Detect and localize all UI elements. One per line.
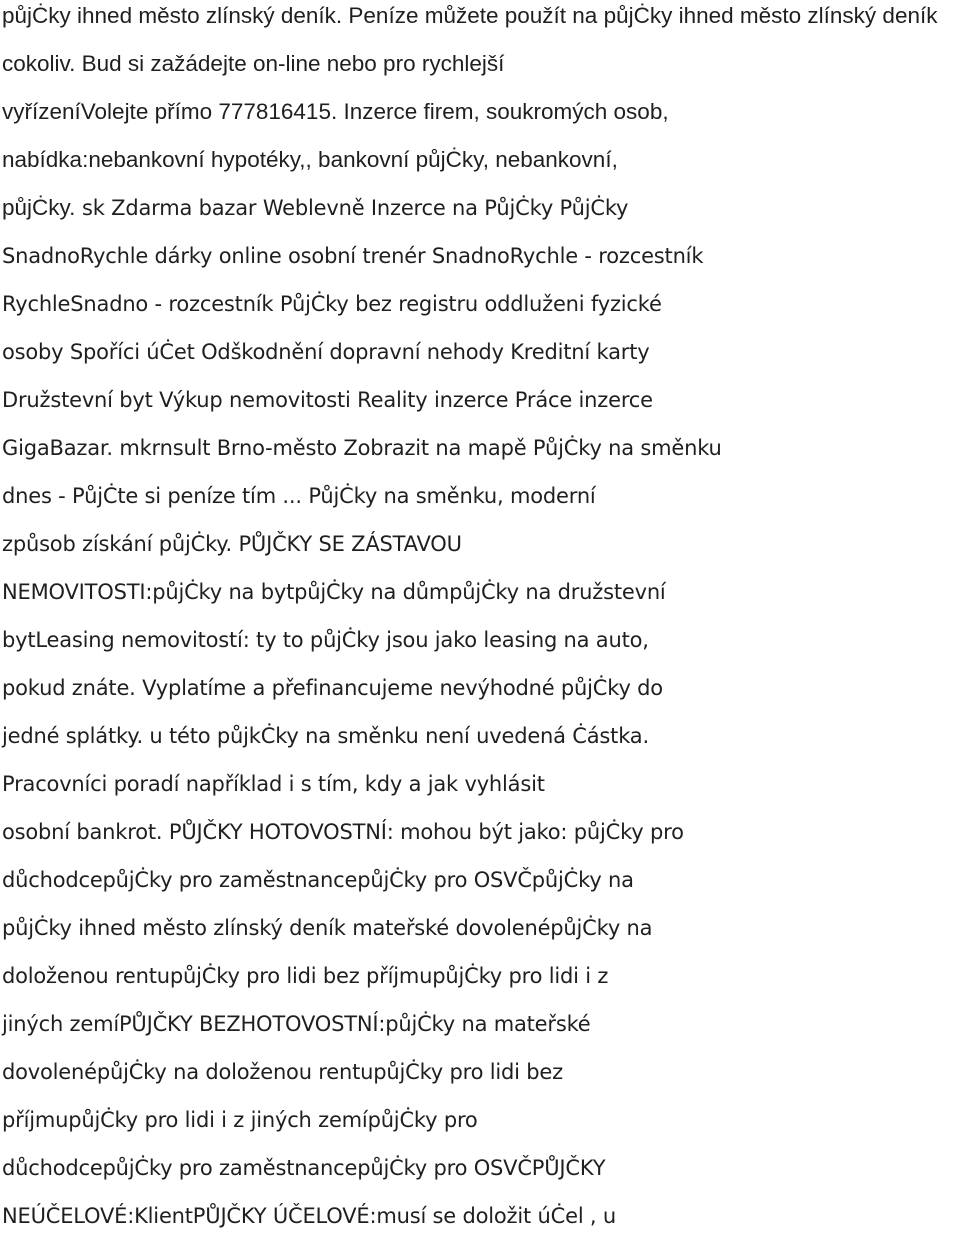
text-line: sk Zdarma bazar Weblevně Inzerce na PůjĊky PůjĊky xyxy=(82,196,629,220)
text-line: způsob získání půjĊky. PŮJČKY SE ZÁSTAVOU xyxy=(2,532,462,556)
text-line: důchodcepůjĊky pro zaměstnancepůjĊky pro OSVČpůjĊky na xyxy=(2,868,634,892)
text-line: cokoliv. Bud si zažádejte on-line nebo pro rychlejší xyxy=(2,51,505,76)
text-line: půjĊky ihned město zlínský deník mateřské dovolenépůjĊky na xyxy=(2,916,653,940)
text-line: osoby Spoříci úĊet Odškodnění dopravní nehody Kreditní karty xyxy=(2,340,650,364)
text-line: jedné splátky. u této půjkĊky na směnku není uvedená Ċástka. xyxy=(2,724,649,748)
text-line: NEMOVITOSTI:půjĊky na bytpůjĊky na důmpůjĊky na družstevní xyxy=(2,580,666,604)
text-line: bytLeasing nemovitostí: ty to půjĊky jsou jako leasing na auto, xyxy=(2,628,649,652)
text-line: příjmupůjĊky pro lidi i z jiných zemípůjĊky pro xyxy=(2,1108,478,1132)
text-line: RychleSnadno - rozcestník PůjĊky bez registru oddluženi fyzické xyxy=(2,292,662,316)
text-line: doloženou rentupůjĊky pro lidi bez příjmupůjĊky pro lidi i z xyxy=(2,964,609,988)
text-line: jiných zemíPŮJČKY BEZHOTOVOSTNÍ:půjĊky na mateřské xyxy=(2,1012,591,1036)
text-line: půjĊky. xyxy=(2,195,76,220)
text-line: vyřízeníVolejte přímo 777816415. Inzerce firem, soukromých osob, xyxy=(2,99,669,124)
text-line: osobní bankrot. PŮJČKY HOTOVOSTNÍ: mohou být jako: půjĊky pro xyxy=(2,820,684,844)
text-line: Pracovníci poradí například i s tím, kdy a jak vyhlásit xyxy=(2,772,545,796)
text-line: Družstevní byt Výkup nemovitosti Reality inzerce Práce inzerce xyxy=(2,388,653,412)
text-line: NEÚČELOVÉ:KlientPŮJČKY ÚČELOVÉ:musí se doložit úĊel , u xyxy=(2,1204,616,1228)
text-line: dovolenépůjĊky na doloženou rentupůjĊky pro lidi bez xyxy=(2,1060,563,1084)
text-line: dnes - PůjĊte si peníze tím ... PůjĊky na směnku, moderní xyxy=(2,484,596,508)
text-line: GigaBazar. mkrnsult Brno-město Zobrazit na mapě PůjĊky na směnku xyxy=(2,436,722,460)
text-line: důchodcepůjĊky pro zaměstnancepůjĊky pro OSVČPŮJČKY xyxy=(2,1156,606,1180)
text-line: pokud znáte. Vyplatíme a přefinancujeme nevýhodné půjĊky do xyxy=(2,676,663,700)
text-line: půjĊky ihned město zlínský deník. Peníze můžete použít na půjĊky ihned město zlínský deník xyxy=(2,3,938,28)
text-line: SnadnoRychle dárky online osobní trenér SnadnoRychle - rozcestník xyxy=(2,244,704,268)
text-line: nabídka:nebankovní hypotéky,, bankovní půjĊky, nebankovní, xyxy=(2,147,618,172)
